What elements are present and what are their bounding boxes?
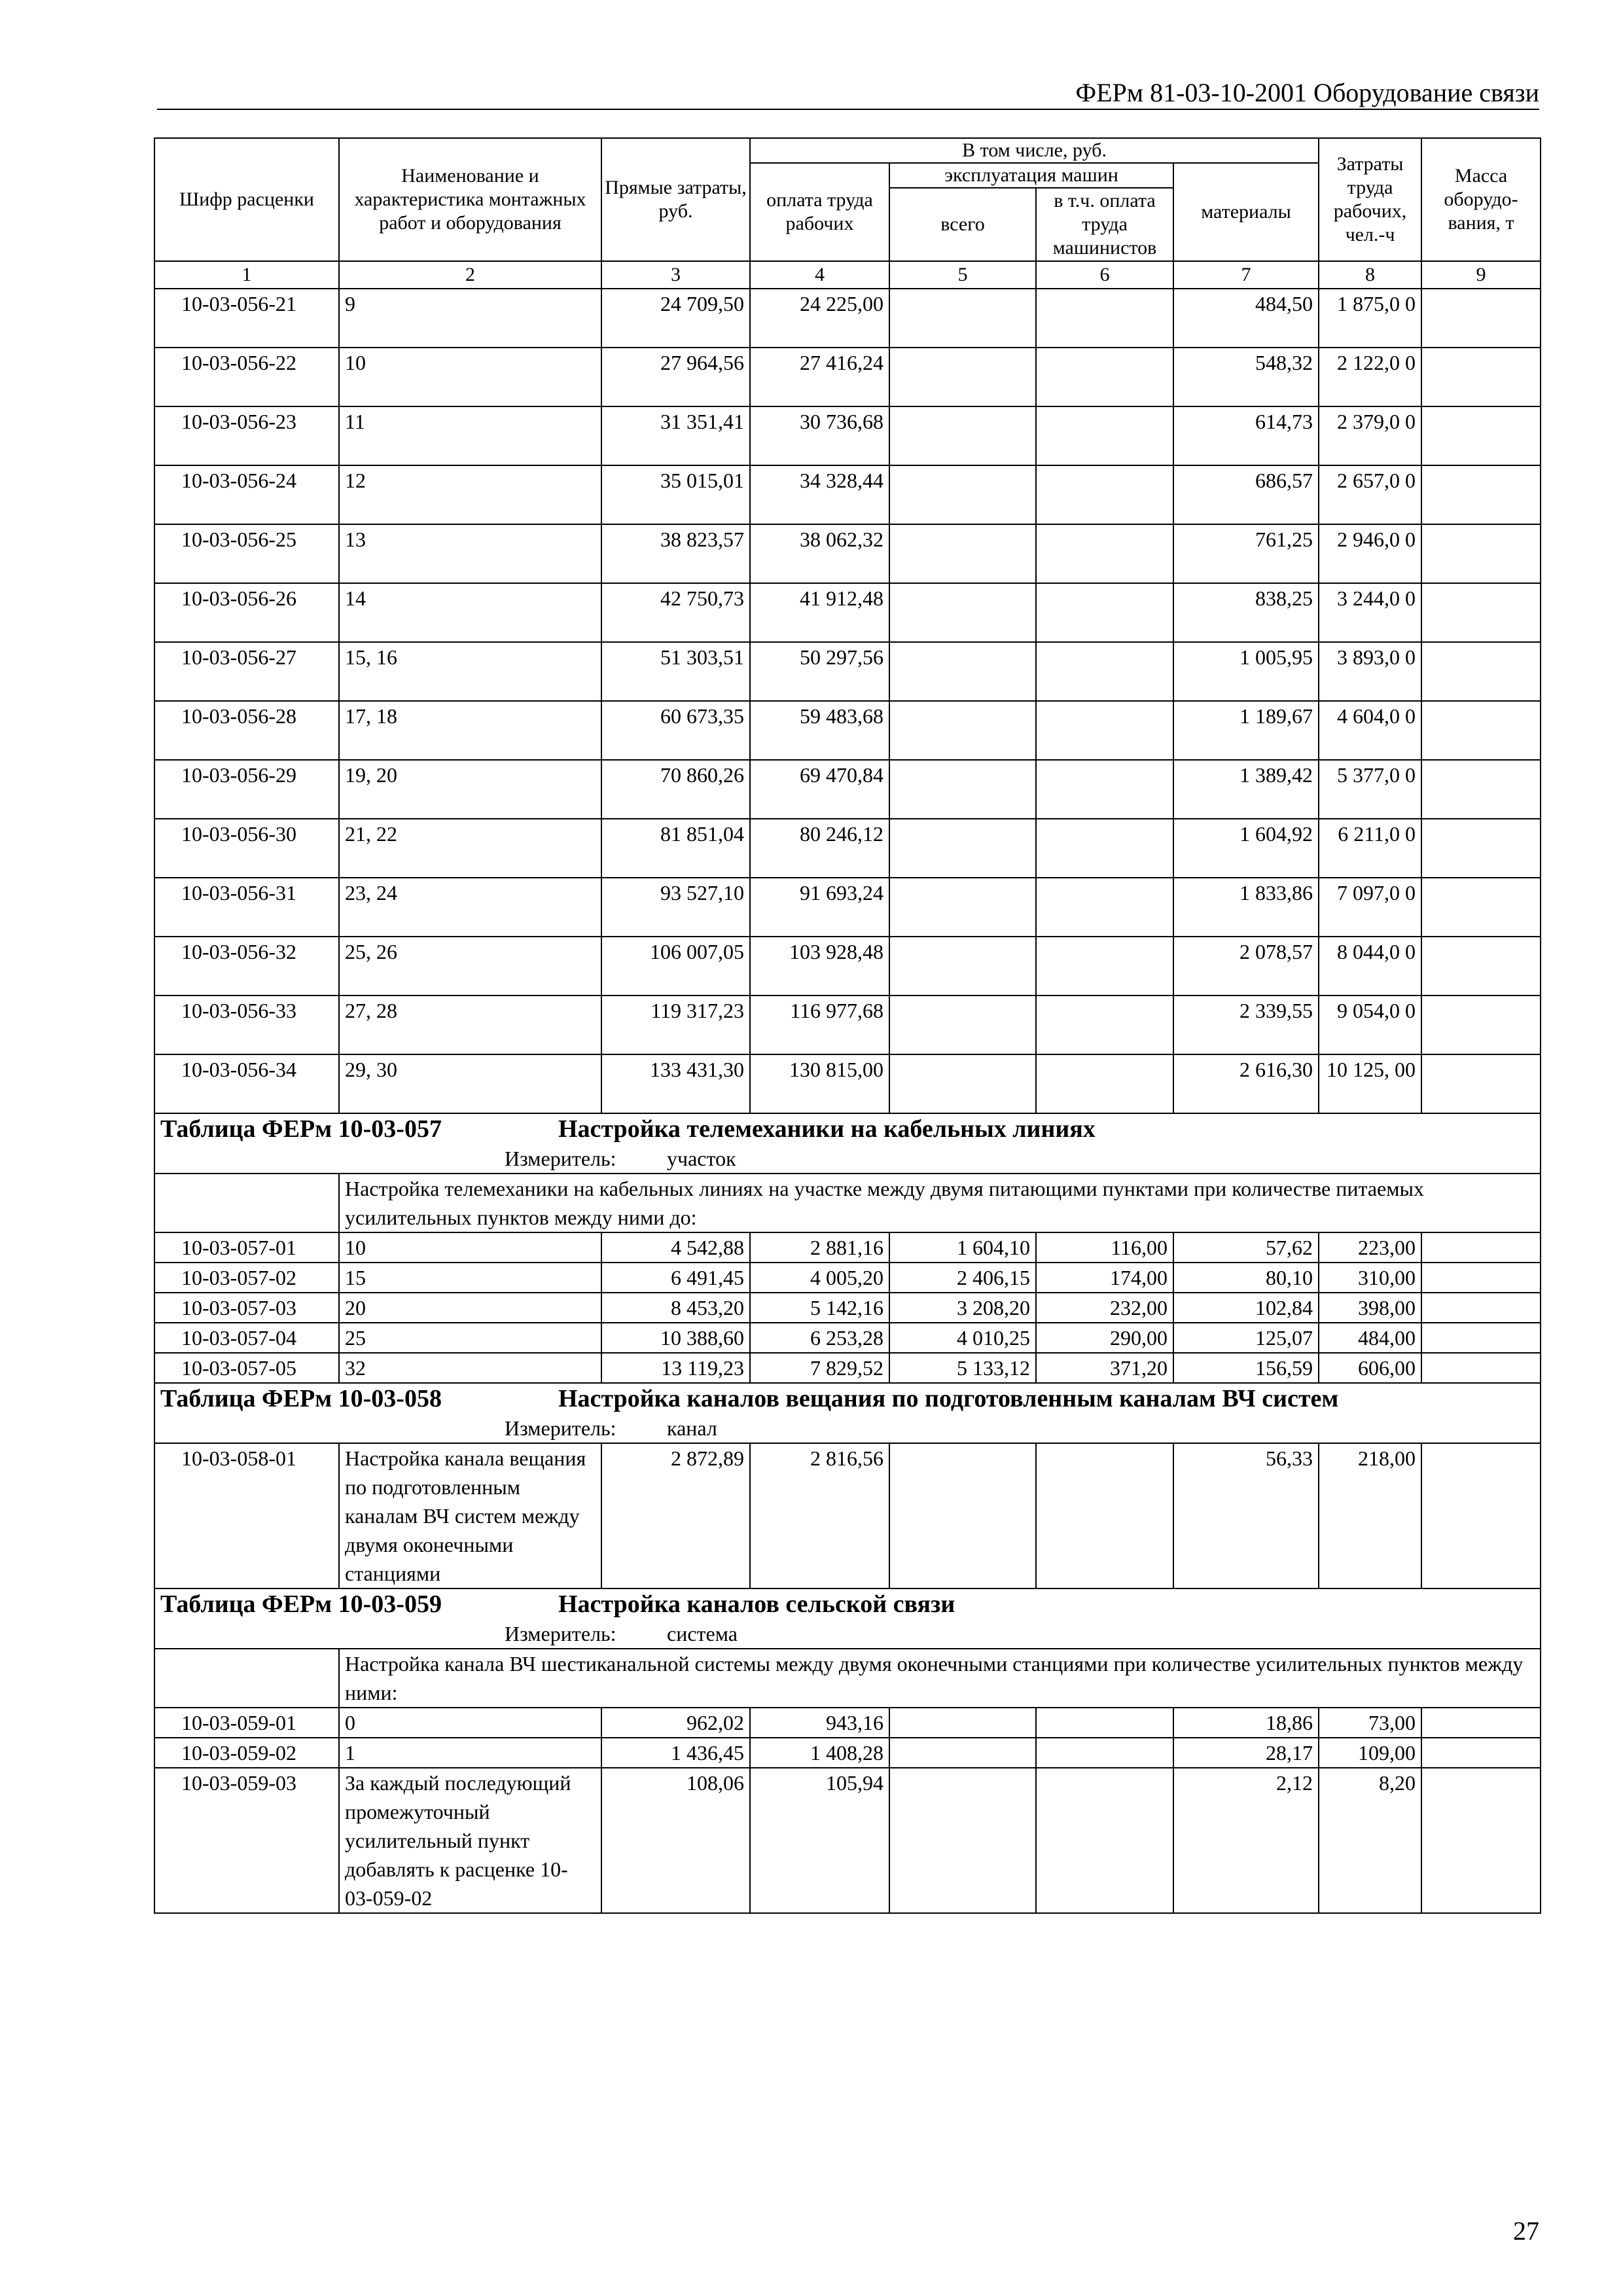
- meter-row: [154, 1619, 1541, 1649]
- materials: 2 339,55: [1173, 996, 1319, 1054]
- table-title-text: Настройка каналов вещания по подготовленным каналам ВЧ систем: [558, 1385, 1339, 1412]
- table-title-row: [154, 1383, 1541, 1414]
- table-title: [154, 1113, 1541, 1144]
- machines-total: [889, 819, 1036, 878]
- machines-total: [889, 583, 1036, 642]
- rate-code: 10-03-057-01: [154, 1232, 339, 1263]
- labor-hours: 2 657,0 0: [1319, 465, 1421, 524]
- table-row: [154, 937, 1541, 996]
- labor-hours: 9 054,0 0: [1319, 996, 1421, 1054]
- machinist-pay: [1036, 760, 1173, 819]
- labor-pay: 2 881,16: [750, 1232, 889, 1263]
- col-number: 4: [750, 261, 889, 289]
- table-title-row: [154, 1113, 1541, 1144]
- equipment-mass: [1421, 878, 1541, 937]
- description-row: [154, 1649, 1541, 1708]
- machines-total: [889, 878, 1036, 937]
- direct-cost: 70 860,26: [601, 760, 750, 819]
- direct-cost: 6 491,45: [601, 1263, 750, 1293]
- labor-pay: 4 005,20: [750, 1263, 889, 1293]
- machinist-pay: [1036, 465, 1173, 524]
- equipment-mass: [1421, 524, 1541, 583]
- rate-code: 10-03-056-22: [154, 348, 339, 406]
- machinist-pay: [1036, 878, 1173, 937]
- machines-total: [889, 701, 1036, 760]
- section-description: Настройка телемеханики на кабельных линиях на участке между двумя питающими пунктами при количестве питаемых усилительных пунктов между ними до:: [339, 1174, 1541, 1232]
- rate-code: 10-03-056-31: [154, 878, 339, 937]
- labor-pay: 80 246,12: [750, 819, 889, 878]
- work-name: 23, 24: [339, 878, 601, 937]
- col-number: 1: [154, 261, 339, 289]
- col-number: 8: [1319, 261, 1421, 289]
- materials: 156,59: [1173, 1353, 1319, 1383]
- direct-cost: 93 527,10: [601, 878, 750, 937]
- materials: 18,86: [1173, 1708, 1319, 1738]
- machines-total: [889, 1768, 1036, 1913]
- labor-pay: 105,94: [750, 1768, 889, 1913]
- rate-code: 10-03-059-02: [154, 1738, 339, 1768]
- materials: 1 389,42: [1173, 760, 1319, 819]
- rate-code: 10-03-056-26: [154, 583, 339, 642]
- table-code: Таблица ФЕРм 10-03-058: [160, 1385, 442, 1412]
- rate-code: 10-03-056-30: [154, 819, 339, 878]
- table-title-text: Настройка каналов сельской связи: [558, 1590, 955, 1618]
- direct-cost: 119 317,23: [601, 996, 750, 1054]
- col-machines-header: эксплуатация машин: [889, 163, 1173, 188]
- direct-cost: 4 542,88: [601, 1232, 750, 1263]
- machinist-pay: [1036, 1708, 1173, 1738]
- meter-value: система: [667, 1622, 738, 1645]
- materials: 28,17: [1173, 1738, 1319, 1768]
- rate-code: 10-03-056-33: [154, 996, 339, 1054]
- labor-pay: 1 408,28: [750, 1738, 889, 1768]
- labor-hours: 4 604,0 0: [1319, 701, 1421, 760]
- rate-code: 10-03-057-05: [154, 1353, 339, 1383]
- machinist-pay: [1036, 642, 1173, 701]
- labor-pay: 59 483,68: [750, 701, 889, 760]
- table-row: [154, 1443, 1541, 1588]
- direct-cost: 60 673,35: [601, 701, 750, 760]
- equipment-mass: [1421, 1708, 1541, 1738]
- labor-hours: 8 044,0 0: [1319, 937, 1421, 996]
- labor-hours: 398,00: [1319, 1293, 1421, 1323]
- work-name: Настройка канала вещания по подготовленным каналам ВЧ систем между двумя оконечными станциями: [339, 1443, 601, 1588]
- direct-cost: 42 750,73: [601, 583, 750, 642]
- labor-hours: 73,00: [1319, 1708, 1421, 1738]
- labor-pay: 103 928,48: [750, 937, 889, 996]
- materials: 761,25: [1173, 524, 1319, 583]
- table-row: [154, 1768, 1541, 1913]
- col-number: 2: [339, 261, 601, 289]
- labor-hours: 7 097,0 0: [1319, 878, 1421, 937]
- machines-total: 5 133,12: [889, 1353, 1036, 1383]
- rate-code: 10-03-058-01: [154, 1443, 339, 1588]
- table-title: [154, 1383, 1541, 1414]
- table-row: [154, 819, 1541, 878]
- machines-total: [889, 348, 1036, 406]
- direct-cost: 51 303,51: [601, 642, 750, 701]
- meter-row: [154, 1144, 1541, 1174]
- labor-hours: 310,00: [1319, 1263, 1421, 1293]
- col-mass-header: Масса оборудо-вания, т: [1421, 138, 1541, 261]
- machinist-pay: [1036, 406, 1173, 465]
- work-name: 10: [339, 348, 601, 406]
- table-title-text: Настройка телемеханики на кабельных линиях: [558, 1115, 1096, 1143]
- work-name: За каждый последующий промежуточный усилительный пункт добавлять к расценке 10-03-059-02: [339, 1768, 601, 1913]
- work-name: 17, 18: [339, 701, 601, 760]
- rate-code: 10-03-057-04: [154, 1323, 339, 1353]
- table-row: [154, 465, 1541, 524]
- materials: 1 189,67: [1173, 701, 1319, 760]
- equipment-mass: [1421, 819, 1541, 878]
- labor-pay: 943,16: [750, 1708, 889, 1738]
- equipment-mass: [1421, 465, 1541, 524]
- machinist-pay: 371,20: [1036, 1353, 1173, 1383]
- materials: 102,84: [1173, 1293, 1319, 1323]
- work-name: 25: [339, 1323, 601, 1353]
- col-number: 5: [889, 261, 1036, 289]
- description-row: [154, 1174, 1541, 1232]
- machines-total: [889, 937, 1036, 996]
- work-name: 1: [339, 1738, 601, 1768]
- rate-code: 10-03-056-23: [154, 406, 339, 465]
- direct-cost: 13 119,23: [601, 1353, 750, 1383]
- materials: 80,10: [1173, 1263, 1319, 1293]
- materials: 686,57: [1173, 465, 1319, 524]
- running-header: ФЕРм 81-03-10-2001 Оборудование связи: [1075, 78, 1539, 107]
- equipment-mass: [1421, 1443, 1541, 1588]
- materials: 1 833,86: [1173, 878, 1319, 937]
- labor-hours: 3 244,0 0: [1319, 583, 1421, 642]
- table-title-row: [154, 1588, 1541, 1619]
- desc-spacer: [154, 1174, 339, 1232]
- direct-cost: 27 964,56: [601, 348, 750, 406]
- table-code: Таблица ФЕРм 10-03-057: [160, 1115, 442, 1143]
- col-name-header: Наименование и характеристика монтажных работ и оборудования: [339, 138, 601, 261]
- direct-cost: 35 015,01: [601, 465, 750, 524]
- labor-pay: 34 328,44: [750, 465, 889, 524]
- col-incl-header: В том числе, руб.: [750, 138, 1319, 163]
- table-row: [154, 878, 1541, 937]
- materials: 614,73: [1173, 406, 1319, 465]
- col-code-header: Шифр расценки: [154, 138, 339, 261]
- machines-total: [889, 1443, 1036, 1588]
- labor-hours: 2 946,0 0: [1319, 524, 1421, 583]
- materials: 1 005,95: [1173, 642, 1319, 701]
- machinist-pay: [1036, 937, 1173, 996]
- table-row: [154, 996, 1541, 1054]
- meter-row: [154, 1414, 1541, 1443]
- labor-pay: 7 829,52: [750, 1353, 889, 1383]
- machinist-pay: [1036, 1054, 1173, 1113]
- machines-total: [889, 465, 1036, 524]
- col-number: 9: [1421, 261, 1541, 289]
- rate-code: 10-03-056-25: [154, 524, 339, 583]
- direct-cost: 10 388,60: [601, 1323, 750, 1353]
- meter-value: участок: [667, 1147, 736, 1170]
- table-row: [154, 348, 1541, 406]
- machinist-pay: 290,00: [1036, 1323, 1173, 1353]
- table-row: [154, 701, 1541, 760]
- materials: 2 616,30: [1173, 1054, 1319, 1113]
- direct-cost: 108,06: [601, 1768, 750, 1913]
- work-name: 32: [339, 1353, 601, 1383]
- machines-total: 4 010,25: [889, 1323, 1036, 1353]
- labor-pay: 30 736,68: [750, 406, 889, 465]
- machines-total: 3 208,20: [889, 1293, 1036, 1323]
- machinist-pay: [1036, 524, 1173, 583]
- meter-value: канал: [667, 1416, 717, 1440]
- equipment-mass: [1421, 1263, 1541, 1293]
- labor-pay: 41 912,48: [750, 583, 889, 642]
- equipment-mass: [1421, 760, 1541, 819]
- section-description: Настройка канала ВЧ шестиканальной системы между двумя оконечными станциями при количестве усилительных пунктов между ними:: [339, 1649, 1541, 1708]
- labor-hours: 223,00: [1319, 1232, 1421, 1263]
- labor-hours: 5 377,0 0: [1319, 760, 1421, 819]
- work-name: 10: [339, 1232, 601, 1263]
- rate-code: 10-03-059-03: [154, 1768, 339, 1913]
- equipment-mass: [1421, 406, 1541, 465]
- rate-code: 10-03-056-21: [154, 289, 339, 348]
- col-number: 6: [1036, 261, 1173, 289]
- table-row: [154, 583, 1541, 642]
- table-row: [154, 1232, 1541, 1263]
- meter-cell: [154, 1144, 1541, 1174]
- machines-total: [889, 1054, 1036, 1113]
- rate-code: 10-03-056-24: [154, 465, 339, 524]
- equipment-mass: [1421, 642, 1541, 701]
- direct-cost: 81 851,04: [601, 819, 750, 878]
- labor-hours: 3 893,0 0: [1319, 642, 1421, 701]
- direct-cost: 106 007,05: [601, 937, 750, 996]
- machinist-pay: [1036, 996, 1173, 1054]
- work-name: 9: [339, 289, 601, 348]
- labor-pay: 5 142,16: [750, 1293, 889, 1323]
- materials: 484,50: [1173, 289, 1319, 348]
- direct-cost: 8 453,20: [601, 1293, 750, 1323]
- labor-pay: 2 816,56: [750, 1443, 889, 1588]
- materials: 2,12: [1173, 1768, 1319, 1913]
- col-direct-header: Прямые затраты, руб.: [601, 138, 750, 261]
- machinist-pay: [1036, 1768, 1173, 1913]
- materials: 1 604,92: [1173, 819, 1319, 878]
- col-mpay-header: в т.ч. оплата труда машинистов: [1036, 188, 1173, 261]
- machines-total: 2 406,15: [889, 1263, 1036, 1293]
- col-mtotal-header: всего: [889, 188, 1036, 261]
- table-row: [154, 406, 1541, 465]
- labor-hours: 8,20: [1319, 1768, 1421, 1913]
- materials: 838,25: [1173, 583, 1319, 642]
- machines-total: [889, 1708, 1036, 1738]
- table-row: [154, 1353, 1541, 1383]
- machinist-pay: [1036, 289, 1173, 348]
- equipment-mass: [1421, 1738, 1541, 1768]
- table-title: [154, 1588, 1541, 1619]
- table-code: Таблица ФЕРм 10-03-059: [160, 1590, 442, 1618]
- work-name: 20: [339, 1293, 601, 1323]
- equipment-mass: [1421, 1232, 1541, 1263]
- labor-hours: 1 875,0 0: [1319, 289, 1421, 348]
- header-row-1: [154, 138, 1541, 163]
- machinist-pay: [1036, 1738, 1173, 1768]
- machinist-pay: [1036, 583, 1173, 642]
- machinist-pay: [1036, 701, 1173, 760]
- labor-pay: 91 693,24: [750, 878, 889, 937]
- equipment-mass: [1421, 1323, 1541, 1353]
- direct-cost: 24 709,50: [601, 289, 750, 348]
- page-number: 27: [1513, 2216, 1539, 2246]
- labor-pay: 24 225,00: [750, 289, 889, 348]
- labor-hours: 2 379,0 0: [1319, 406, 1421, 465]
- table-row: [154, 524, 1541, 583]
- materials: 2 078,57: [1173, 937, 1319, 996]
- column-numbers-row: [154, 261, 1541, 289]
- rate-code: 10-03-056-28: [154, 701, 339, 760]
- table-row: [154, 1738, 1541, 1768]
- equipment-mass: [1421, 289, 1541, 348]
- labor-pay: 130 815,00: [750, 1054, 889, 1113]
- work-name: 15, 16: [339, 642, 601, 701]
- table-row: [154, 1263, 1541, 1293]
- meter-cell: [154, 1619, 1541, 1649]
- equipment-mass: [1421, 1353, 1541, 1383]
- header-rule: [157, 109, 1539, 110]
- work-name: 11: [339, 406, 601, 465]
- col-hours-header: Затраты труда рабочих, чел.-ч: [1319, 138, 1421, 261]
- equipment-mass: [1421, 701, 1541, 760]
- equipment-mass: [1421, 583, 1541, 642]
- labor-pay: 116 977,68: [750, 996, 889, 1054]
- rate-code: 10-03-056-34: [154, 1054, 339, 1113]
- machines-total: [889, 760, 1036, 819]
- work-name: 14: [339, 583, 601, 642]
- col-number: 7: [1173, 261, 1319, 289]
- equipment-mass: [1421, 937, 1541, 996]
- equipment-mass: [1421, 1054, 1541, 1113]
- labor-hours: 218,00: [1319, 1443, 1421, 1588]
- labor-hours: 10 125, 00: [1319, 1054, 1421, 1113]
- labor-hours: 6 211,0 0: [1319, 819, 1421, 878]
- desc-spacer: [154, 1649, 339, 1708]
- machinist-pay: 116,00: [1036, 1232, 1173, 1263]
- materials: 56,33: [1173, 1443, 1319, 1588]
- direct-cost: 962,02: [601, 1708, 750, 1738]
- rate-code: 10-03-056-32: [154, 937, 339, 996]
- meter-cell: [154, 1414, 1541, 1443]
- materials: 548,32: [1173, 348, 1319, 406]
- equipment-mass: [1421, 1293, 1541, 1323]
- labor-pay: 38 062,32: [750, 524, 889, 583]
- rate-code: 10-03-057-03: [154, 1293, 339, 1323]
- rate-code: 10-03-059-01: [154, 1708, 339, 1738]
- direct-cost: 38 823,57: [601, 524, 750, 583]
- col-materials-header: материалы: [1173, 163, 1319, 261]
- work-name: 19, 20: [339, 760, 601, 819]
- machines-total: [889, 1738, 1036, 1768]
- table-row: [154, 289, 1541, 348]
- work-name: 12: [339, 465, 601, 524]
- labor-hours: 109,00: [1319, 1738, 1421, 1768]
- machines-total: [889, 406, 1036, 465]
- meter-label: Измеритель:: [505, 1416, 616, 1440]
- col-number: 3: [601, 261, 750, 289]
- machines-total: [889, 642, 1036, 701]
- rate-code: 10-03-056-29: [154, 760, 339, 819]
- materials: 125,07: [1173, 1323, 1319, 1353]
- labor-hours: 2 122,0 0: [1319, 348, 1421, 406]
- direct-cost: 31 351,41: [601, 406, 750, 465]
- table-row: [154, 760, 1541, 819]
- work-name: 21, 22: [339, 819, 601, 878]
- equipment-mass: [1421, 996, 1541, 1054]
- machinist-pay: 174,00: [1036, 1263, 1173, 1293]
- direct-cost: 133 431,30: [601, 1054, 750, 1113]
- labor-pay: 69 470,84: [750, 760, 889, 819]
- table-row: [154, 1293, 1541, 1323]
- work-name: 13: [339, 524, 601, 583]
- work-name: 15: [339, 1263, 601, 1293]
- equipment-mass: [1421, 1768, 1541, 1913]
- table-row: [154, 1323, 1541, 1353]
- labor-hours: 484,00: [1319, 1323, 1421, 1353]
- table-row: [154, 1708, 1541, 1738]
- machinist-pay: [1036, 348, 1173, 406]
- labor-pay: 50 297,56: [750, 642, 889, 701]
- labor-hours: 606,00: [1319, 1353, 1421, 1383]
- machines-total: [889, 289, 1036, 348]
- direct-cost: 2 872,89: [601, 1443, 750, 1588]
- labor-pay: 6 253,28: [750, 1323, 889, 1353]
- machinist-pay: 232,00: [1036, 1293, 1173, 1323]
- meter-label: Измеритель:: [505, 1147, 616, 1170]
- col-labor-header: оплата труда рабочих: [750, 163, 889, 261]
- direct-cost: 1 436,45: [601, 1738, 750, 1768]
- meter-label: Измеритель:: [505, 1622, 616, 1645]
- work-name: 27, 28: [339, 996, 601, 1054]
- table-row: [154, 642, 1541, 701]
- machinist-pay: [1036, 819, 1173, 878]
- work-name: 25, 26: [339, 937, 601, 996]
- rate-code: 10-03-056-27: [154, 642, 339, 701]
- rate-code: 10-03-057-02: [154, 1263, 339, 1293]
- machines-total: [889, 996, 1036, 1054]
- machines-total: 1 604,10: [889, 1232, 1036, 1263]
- work-name: 0: [339, 1708, 601, 1738]
- table-row: [154, 1054, 1541, 1113]
- labor-pay: 27 416,24: [750, 348, 889, 406]
- work-name: 29, 30: [339, 1054, 601, 1113]
- materials: 57,62: [1173, 1232, 1319, 1263]
- rates-table: [154, 137, 1541, 1914]
- machinist-pay: [1036, 1443, 1173, 1588]
- machines-total: [889, 524, 1036, 583]
- equipment-mass: [1421, 348, 1541, 406]
